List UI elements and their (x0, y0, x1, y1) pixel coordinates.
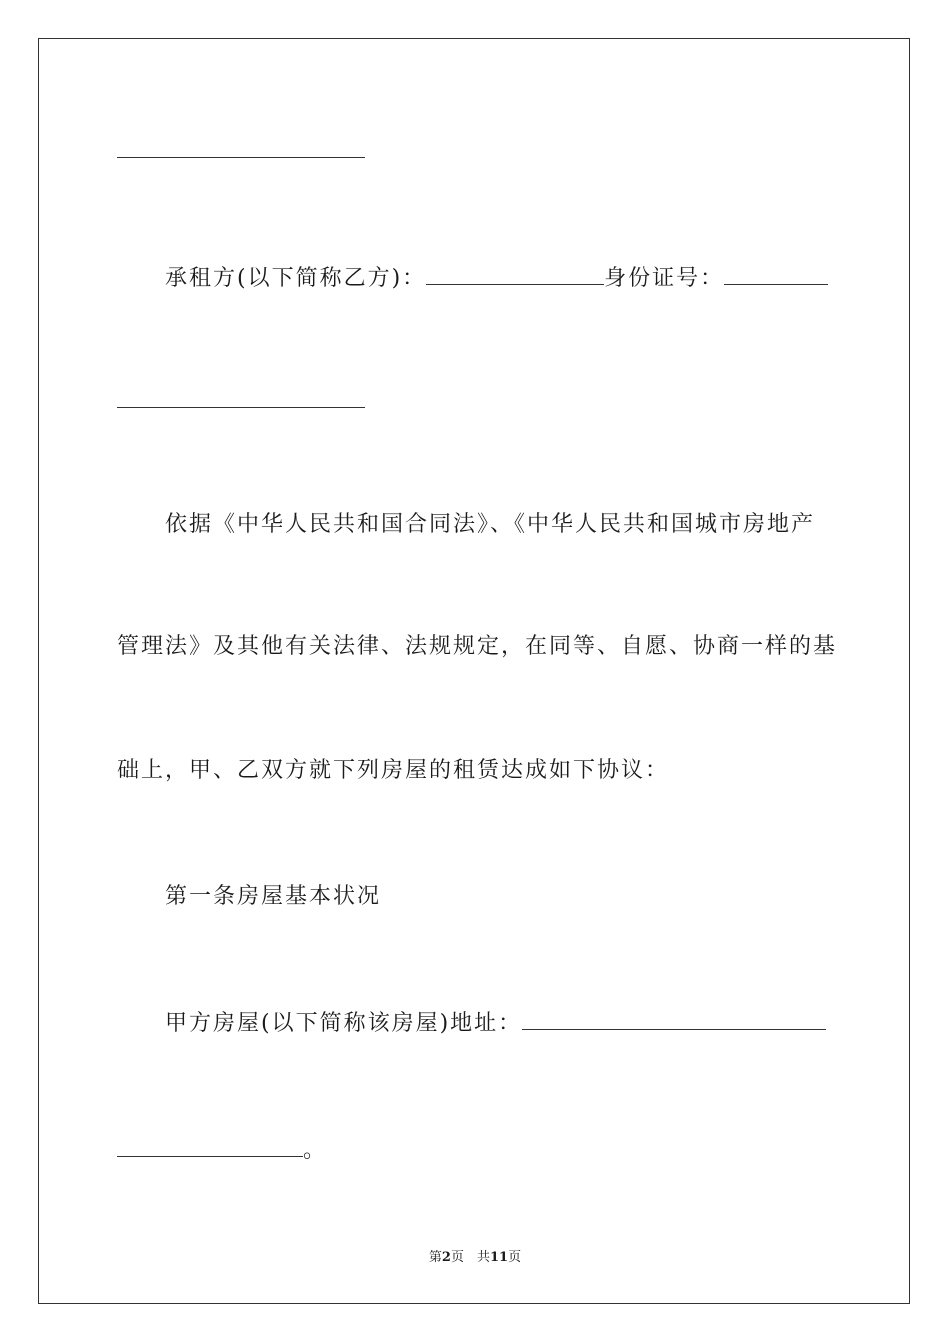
paragraph-line-2: 管理法》及其他有关法律、法规规定，在同等、自愿、协商一样的基 (117, 634, 838, 659)
footer-page-suffix: 页 (508, 1250, 522, 1265)
footer-page-mid: 页 共 (450, 1250, 490, 1265)
id-number-blank (724, 262, 828, 285)
lessee-name-blank (426, 262, 604, 285)
address-blank (522, 1007, 826, 1030)
address-end-punct: 。 (303, 1138, 328, 1163)
footer-page-current: 2 (441, 1250, 451, 1265)
paragraph-line-1: 依据《中华人民共和国合同法》、《中华人民共和国城市房地产 (165, 512, 816, 537)
footer-page-prefix: 第 (428, 1250, 442, 1265)
blank-line-id-continuation (117, 407, 365, 408)
paragraph-line-3: 础上，甲、乙双方就下列房屋的租赁达成如下协议： (117, 758, 670, 783)
footer-page-total: 11 (489, 1250, 509, 1265)
address-line (165, 1007, 826, 1039)
address-label: 甲方房屋(以下简称该房屋)地址： (165, 1011, 523, 1036)
blank-line-continuation-top (117, 157, 365, 158)
id-number-label: 身份证号： (604, 266, 725, 291)
address-continuation-line (117, 1134, 327, 1166)
lessee-label: 承租方(以下简称乙方)： (165, 266, 427, 291)
page-footer (0, 1250, 950, 1266)
address-blank-continuation (117, 1134, 303, 1157)
article-1-title: 第一条房屋基本状况 (165, 884, 382, 909)
page-border (38, 38, 910, 1304)
lessee-line (165, 262, 828, 294)
